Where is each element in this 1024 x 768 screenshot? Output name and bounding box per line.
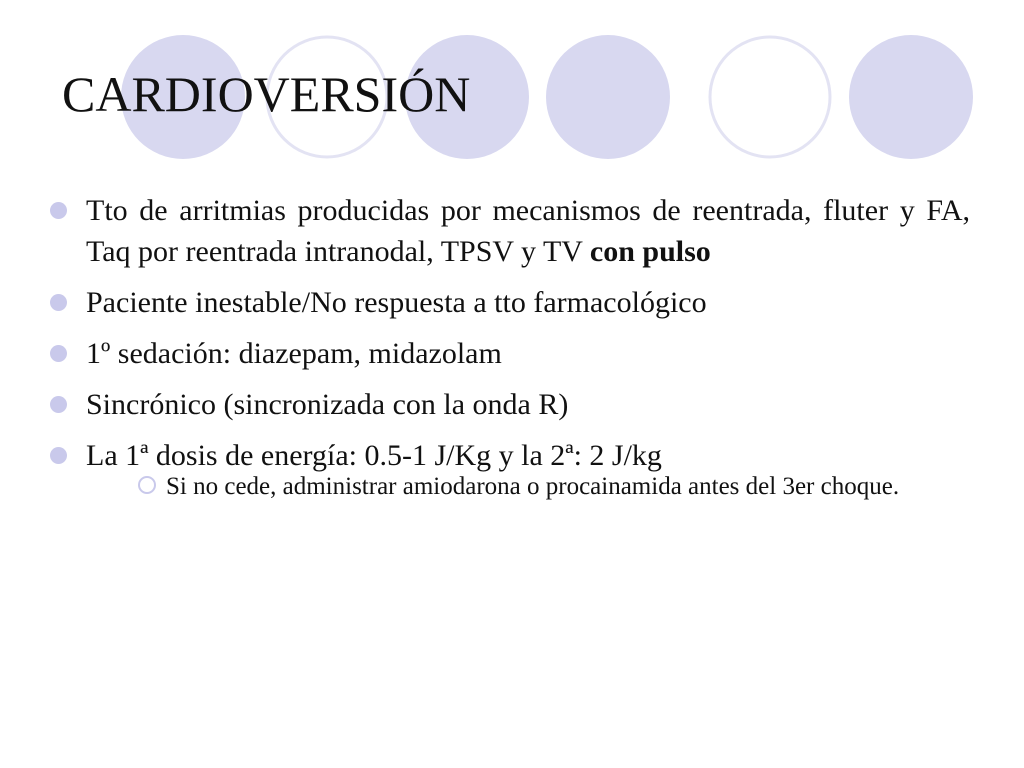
decorative-circle-ring-2 xyxy=(710,37,830,157)
bullet-text: Paciente inestable/No respuesta a tto farmacológico xyxy=(86,286,707,319)
bullet-dot-icon xyxy=(50,447,67,464)
bullet-text: 1º sedación: diazepam, midazolam xyxy=(86,337,502,370)
bullet-dot-icon xyxy=(50,294,67,311)
sub-bullet-list xyxy=(86,470,970,504)
sub-bullet-ring-icon xyxy=(138,476,156,494)
bullet-bold-text: con pulso xyxy=(589,235,711,268)
bullet-text: Tto de arritmias producidas por mecanismos de reentrada, fluter y FA, Taq por reentrada intranodal, TPSV y TV xyxy=(86,194,970,268)
bullet-dot-icon xyxy=(50,345,67,362)
bullet-text: Sincrónico (sincronizada con la onda R) xyxy=(86,388,569,421)
decorative-circle-filled-4 xyxy=(849,35,973,159)
bullet-item xyxy=(50,190,970,272)
bullet-dot-icon xyxy=(50,202,67,219)
slide-title: CARDIOVERSIÓN xyxy=(62,66,471,122)
sub-bullet-text: Si no cede, administrar amiodarona o procainamida antes del 3er choque. xyxy=(166,473,900,500)
bullet-text: La 1ª dosis de energía: 0.5-1 J/Kg y la 2ª: 2 J/kg xyxy=(86,439,662,472)
bullet-item xyxy=(50,384,970,425)
sub-bullet-item xyxy=(86,470,970,504)
bullet-item xyxy=(50,333,970,374)
bullet-dot-icon xyxy=(50,396,67,413)
decorative-circle-filled-3 xyxy=(546,35,670,159)
bullet-item xyxy=(50,435,970,504)
bullet-list xyxy=(50,190,970,514)
bullet-item xyxy=(50,282,970,323)
